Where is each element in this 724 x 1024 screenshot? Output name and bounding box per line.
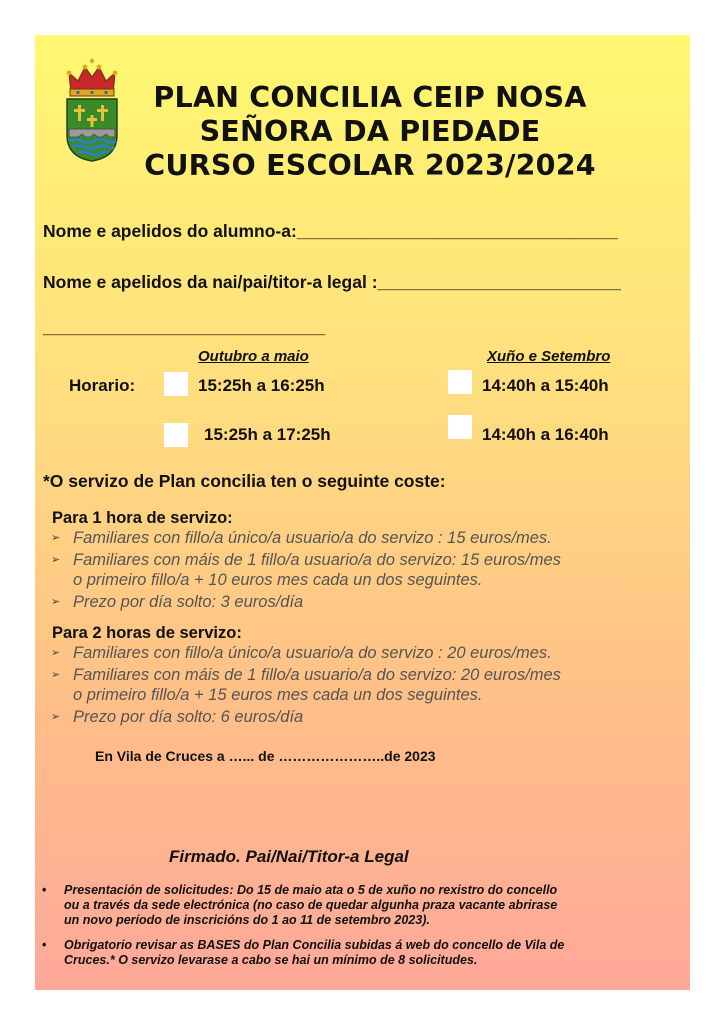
title-line-1: PLAN CONCILIA CEIP NOSA	[153, 81, 587, 114]
costs-heading: *O servizo de Plan concilia ten o seguinte coste:	[43, 471, 446, 491]
arrow-bullet-icon: ➢	[51, 711, 61, 723]
list-item: • Presentación de solicitudes: Do 15 de maio ata o 5 de xuño no rexistro do concello ou a través da sede electrónica (no caso de quedar algunha praza vacante abrirase un novo período de inscricións do 1 ao 11 de setembro 2023).	[42, 883, 558, 927]
schedule-label: Horario:	[69, 376, 136, 395]
bullet-dot-icon: •	[42, 883, 47, 897]
enrollment-form-sheet	[35, 35, 690, 990]
checkbox-oct-may-2h[interactable]	[164, 423, 188, 447]
arrow-bullet-icon: ➢	[51, 647, 61, 659]
bullet-dot-icon: •	[42, 938, 47, 952]
two-hours-title: Para 2 horas de servizo:	[52, 624, 242, 642]
one-hour-fee-list	[35, 528, 675, 614]
schedule-column-header-june-september: Xuño e Setembro	[487, 348, 611, 365]
list-item: ➢ Prezo por día solto: 3 euros/día	[51, 593, 304, 611]
place-and-date-field[interactable]: En Vila de Cruces a …... de …………………..de 2023	[95, 748, 436, 764]
list-item: ➢ Familiares con fillo/a único/a usuario/a do servizo : 15 euros/mes.	[51, 529, 552, 547]
two-hours-fee-list	[35, 643, 675, 729]
signature-label: Firmado. Pai/Nai/Titor-a Legal	[169, 847, 409, 866]
list-item: • Obrigatorio revisar as BASES do Plan Concilia subidas á web do concello de Vila de Cruces.* O servizo levarase a cabo se hai un mínimo de 8 solicitudes.	[42, 938, 565, 967]
parent-name-field[interactable]	[43, 272, 621, 293]
student-name-label: Nome e apelidos do alumno-a:	[43, 221, 297, 241]
page-title	[130, 81, 610, 183]
option-jun-sep-2h: 14:40h a 16:40h	[482, 425, 609, 444]
arrow-bullet-icon: ➢	[51, 669, 61, 681]
title-line-3: CURSO ESCOLAR 2023/2024	[144, 149, 596, 182]
list-item: ➢ Prezo por día solto: 6 euros/día	[51, 708, 304, 726]
option-jun-sep-1h: 14:40h a 15:40h	[482, 376, 609, 395]
one-hour-title: Para 1 hora de servizo:	[52, 509, 233, 527]
checkbox-jun-sep-1h[interactable]	[448, 370, 472, 394]
list-item: ➢ Familiares con fillo/a único/a usuario/a do servizo : 20 euros/mes.	[51, 644, 552, 662]
schedule-column-header-october-may: Outubro a maio	[198, 348, 309, 365]
title-line-2: SEÑORA DA PIEDADE	[199, 115, 541, 148]
checkbox-jun-sep-2h[interactable]	[448, 415, 472, 439]
arrow-bullet-icon: ➢	[51, 532, 61, 544]
list-item: ➢ Familiares con máis de 1 fillo/a usuario/a do servizo: 15 euros/mes o primeiro fillo/a + 10 euros mes cada un dos seguintes.	[51, 551, 561, 589]
parent-name-label: Nome e apelidos da nai/pai/titor-a legal :	[43, 272, 378, 292]
parent-name-continuation-line[interactable]: _____________________________	[43, 317, 326, 337]
option-oct-may-1h: 15:25h a 16:25h	[198, 376, 325, 395]
student-name-line: _________________________________	[296, 221, 618, 241]
arrow-bullet-icon: ➢	[51, 596, 61, 608]
option-oct-may-2h: 15:25h a 17:25h	[204, 425, 331, 444]
municipal-coat-of-arms-icon	[63, 57, 121, 163]
arrow-bullet-icon: ➢	[51, 554, 61, 566]
list-item: ➢ Familiares con máis de 1 fillo/a usuario/a do servizo: 20 euros/mes o primeiro fillo/a + 15 euros mes cada un dos seguintes.	[51, 666, 561, 704]
parent-name-line: _________________________	[377, 272, 621, 292]
notes-list	[35, 883, 675, 978]
student-name-field[interactable]	[43, 221, 618, 242]
checkbox-oct-may-1h[interactable]	[164, 372, 188, 396]
